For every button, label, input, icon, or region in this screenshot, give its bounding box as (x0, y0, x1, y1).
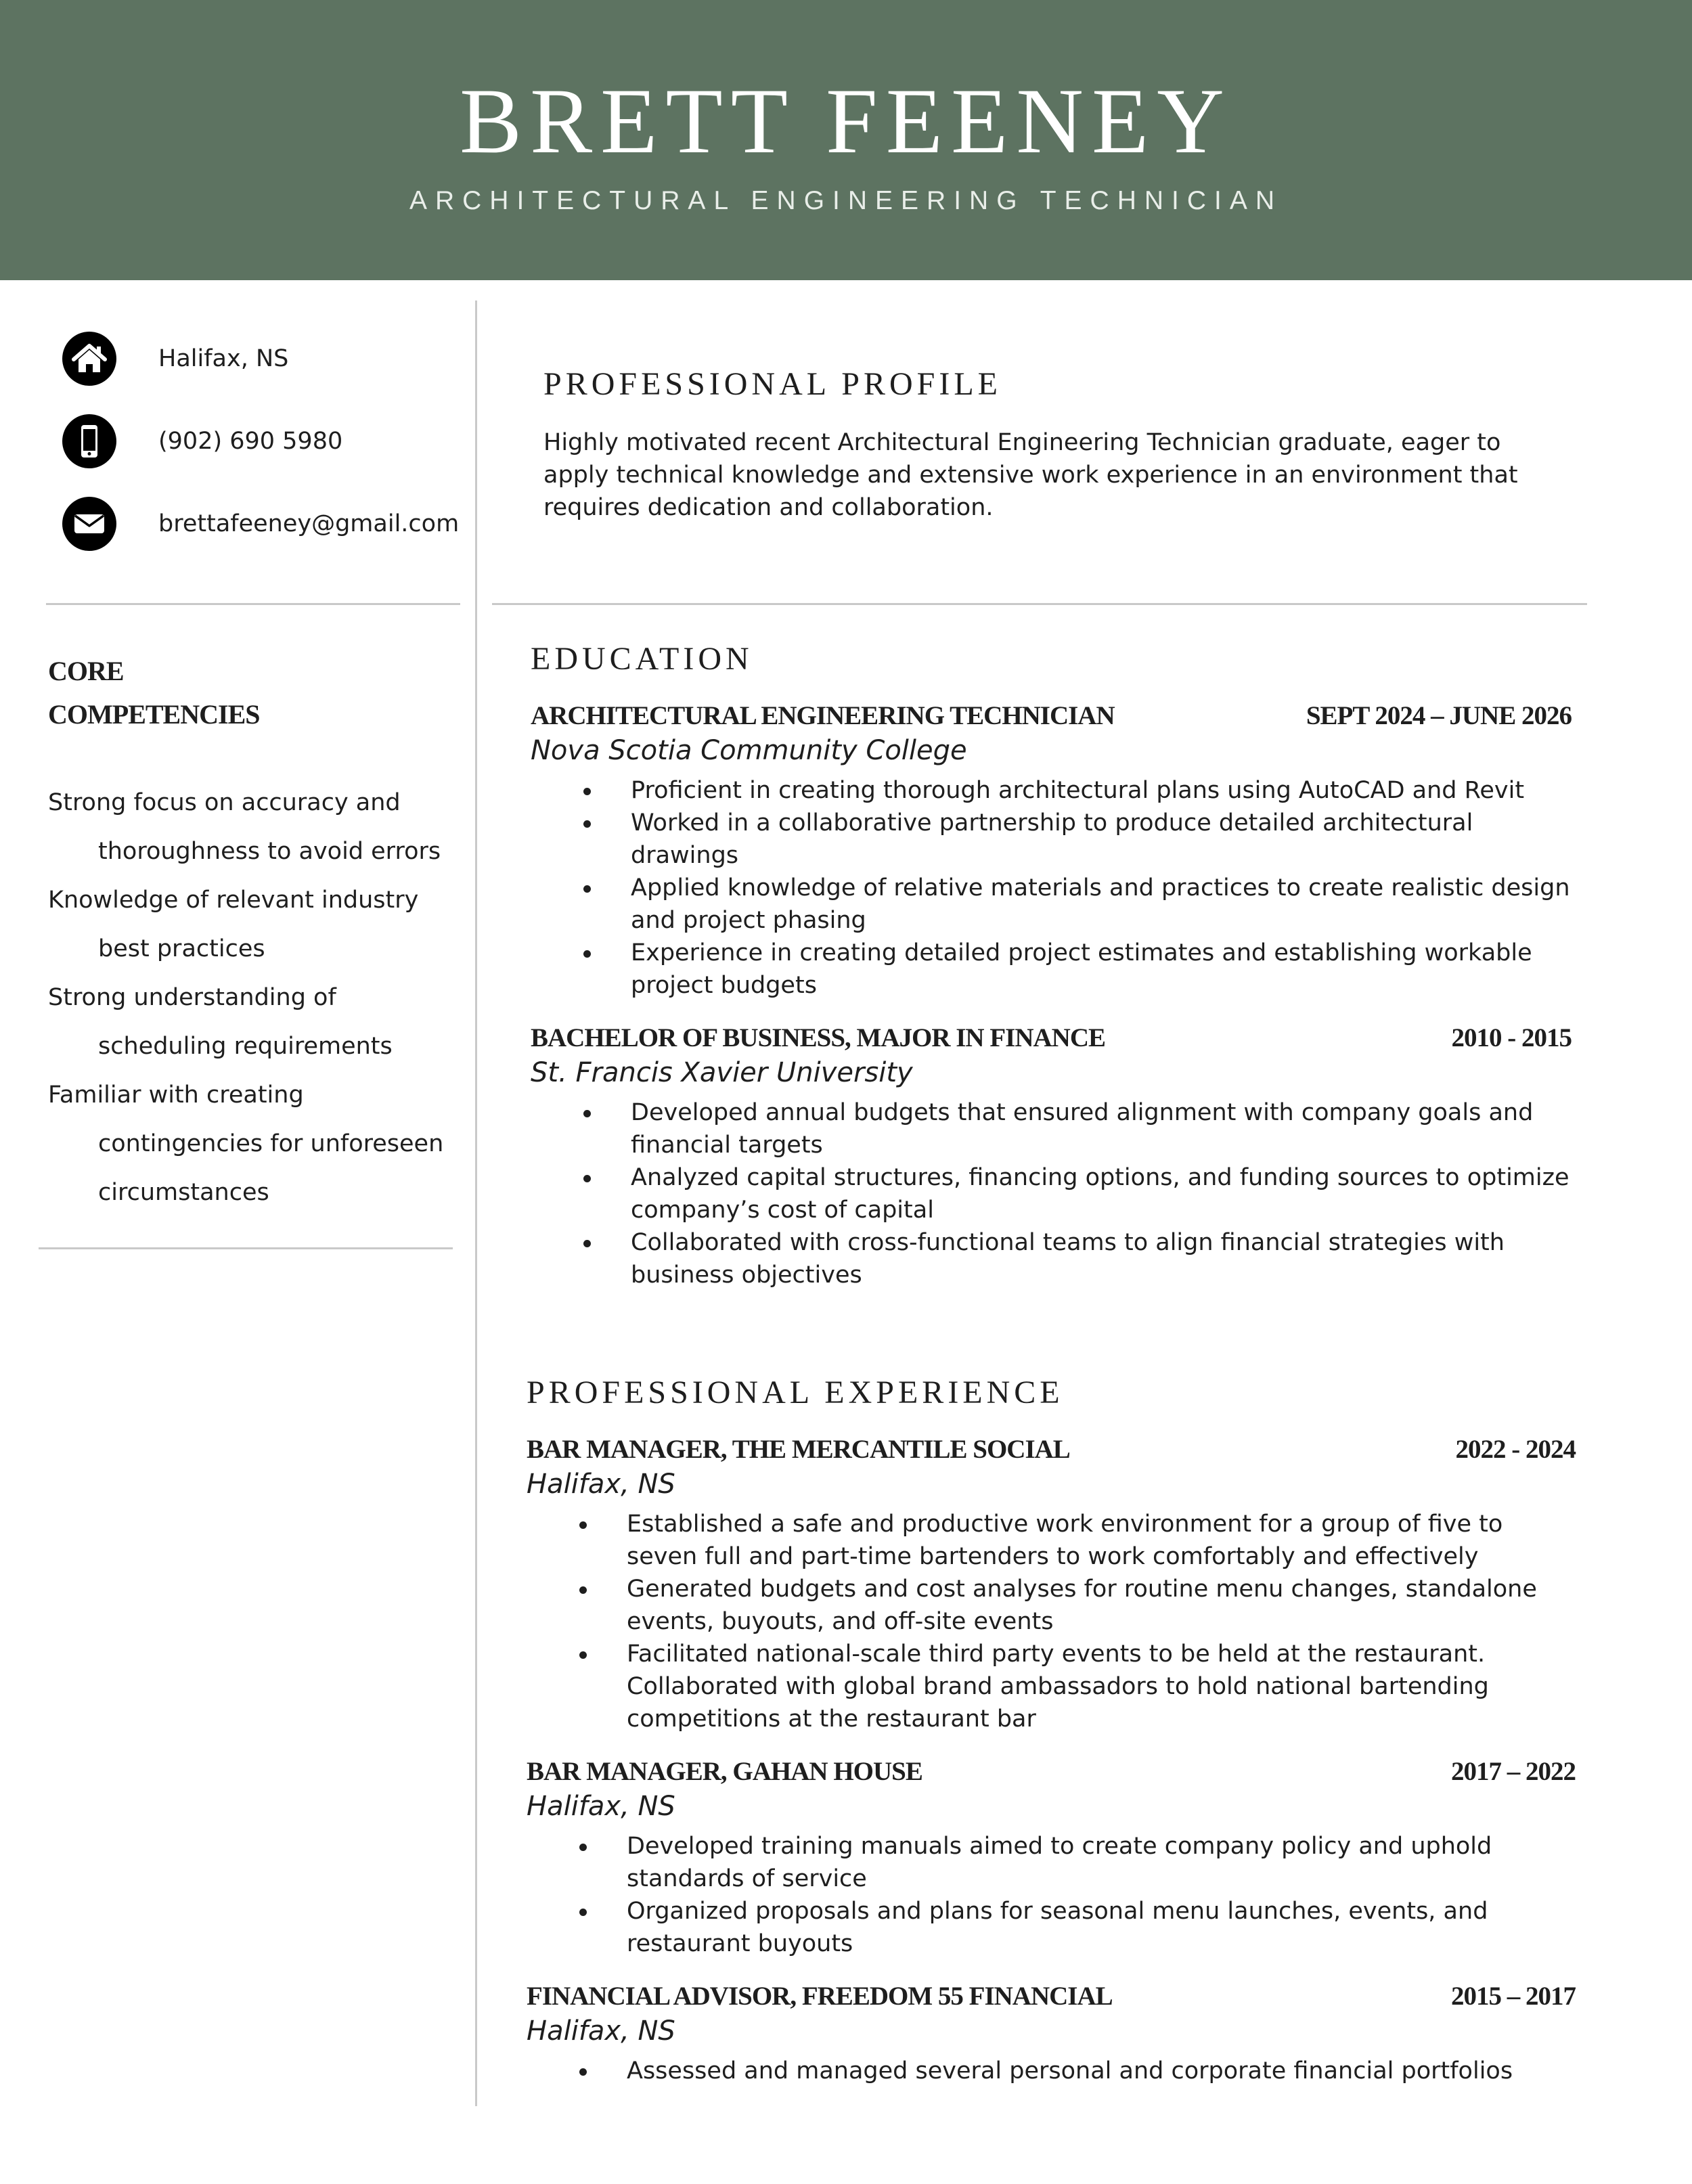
header-band (0, 0, 1692, 280)
entry-title: BACHELOR OF BUSINESS, MAJOR IN FINANCE (531, 1023, 1106, 1052)
bullet-item: Organized proposals and plans for seasonal menu launches, events, and restaurant buyouts (627, 1895, 1576, 1960)
main-divider (492, 603, 1587, 605)
phone-icon (62, 414, 116, 468)
phone-text[interactable]: (902) 690 5980 (158, 428, 343, 455)
entry-organization: Halifax, NS (527, 1469, 675, 1500)
entry-dates: 2010 - 2015 (1451, 1023, 1572, 1052)
bullet-item: Proficient in creating thorough architectural plans using AutoCAD and Revit (631, 774, 1572, 807)
sidebar-divider-bottom (39, 1247, 453, 1249)
home-icon (62, 332, 116, 386)
entry-organization: Halifax, NS (527, 1791, 675, 1822)
bullet-item: Applied knowledge of relative materials and practices to create realistic design and project phasing (631, 872, 1572, 937)
experience-entry (527, 1978, 1576, 2087)
experience-entry (527, 1753, 1576, 1960)
bullet-item: Assessed and managed several personal and corporate financial portfolios (627, 2055, 1576, 2087)
entry-bullets (527, 1508, 1576, 1735)
bullet-item: Facilitated national-scale third party events to be held at the restaurant. Collaborated with global brand ambassadors to hold national bartending competitions at the restaurant bar (627, 1638, 1576, 1735)
bullet-item: Analyzed capital structures, financing options, and funding sources to optimize company’s cost of capital (631, 1161, 1572, 1226)
entry-title: BAR MANAGER, GAHAN HOUSE (527, 1757, 922, 1786)
competencies-heading: CORE COMPETENCIES (48, 656, 260, 730)
bullet-item: Collaborated with cross-functional teams to align financial strategies with business objectives (631, 1226, 1572, 1291)
entry-bullets (531, 774, 1572, 1002)
experience-entry (527, 1431, 1576, 1735)
entry-bullets (527, 1830, 1576, 1960)
bullet-item: Experience in creating detailed project estimates and establishing workable project budgets (631, 937, 1572, 1002)
competency-item: Strong focus on accuracy and thoroughness to avoid errors (48, 789, 441, 865)
contact-email (62, 497, 468, 552)
entry-title: ARCHITECTURAL ENGINEERING TECHNICIAN (531, 701, 1115, 730)
entry-bullets (531, 1096, 1572, 1291)
contact-phone (62, 414, 468, 470)
bullet-item: Developed annual budgets that ensured alignment with company goals and financial targets (631, 1096, 1572, 1161)
entry-dates: 2022 - 2024 (1455, 1435, 1576, 1464)
entry-dates: 2015 – 2017 (1451, 1982, 1576, 2011)
bullet-item: Generated budgets and cost analyses for routine menu changes, standalone events, buyouts, and off-site events (627, 1573, 1576, 1638)
entry-title: BAR MANAGER, THE MERCANTILE SOCIAL (527, 1435, 1070, 1464)
column-divider (475, 300, 477, 2106)
entry-dates: 2017 – 2022 (1451, 1757, 1576, 1786)
profile-heading: PROFESSIONAL PROFILE (543, 366, 1002, 402)
competency-item: Knowledge of relevant industry best practices (48, 887, 419, 962)
bullet-item: Established a safe and productive work environment for a group of five to seven full and part-time bartenders to work comfortably and effectively (627, 1508, 1576, 1573)
candidate-name: BRETT FEENEY (460, 69, 1232, 173)
sidebar-divider-top (46, 603, 460, 605)
education-entry (531, 697, 1572, 1002)
education-entry (531, 1019, 1572, 1291)
entry-organization: Halifax, NS (527, 2015, 675, 2047)
bullet-item: Worked in a collaborative partnership to produce detailed architectural drawings (631, 807, 1572, 872)
entry-title: FINANCIAL ADVISOR, FREEDOM 55 FINANCIAL (527, 1982, 1113, 2011)
email-text[interactable]: brettafeeney@gmail.com (158, 510, 460, 537)
location-text: Halifax, NS (158, 345, 289, 372)
entry-bullets (527, 2055, 1576, 2087)
entry-organization: Nova Scotia Community College (531, 735, 967, 766)
education-heading: EDUCATION (531, 641, 753, 677)
bullet-item: Developed training manuals aimed to create company policy and uphold standards of service (627, 1830, 1576, 1895)
competency-item: Familiar with creating contingencies for unforeseen circumstances (48, 1082, 444, 1206)
contact-location (62, 332, 468, 387)
candidate-title: ARCHITECTURAL ENGINEERING TECHNICIAN (409, 186, 1283, 215)
email-icon (62, 497, 116, 551)
competency-item: Strong understanding of scheduling requirements (48, 984, 393, 1060)
profile-text: Highly motivated recent Architectural Engineering Technician graduate, eager to apply technical knowledge and extensive work experience in an environment that requires dedication and collaboration. (543, 429, 1518, 521)
experience-heading: PROFESSIONAL EXPERIENCE (527, 1375, 1064, 1410)
entry-dates: SEPT 2024 – JUNE 2026 (1306, 701, 1572, 730)
entry-organization: St. Francis Xavier University (531, 1057, 913, 1088)
competencies-list (48, 778, 454, 1217)
